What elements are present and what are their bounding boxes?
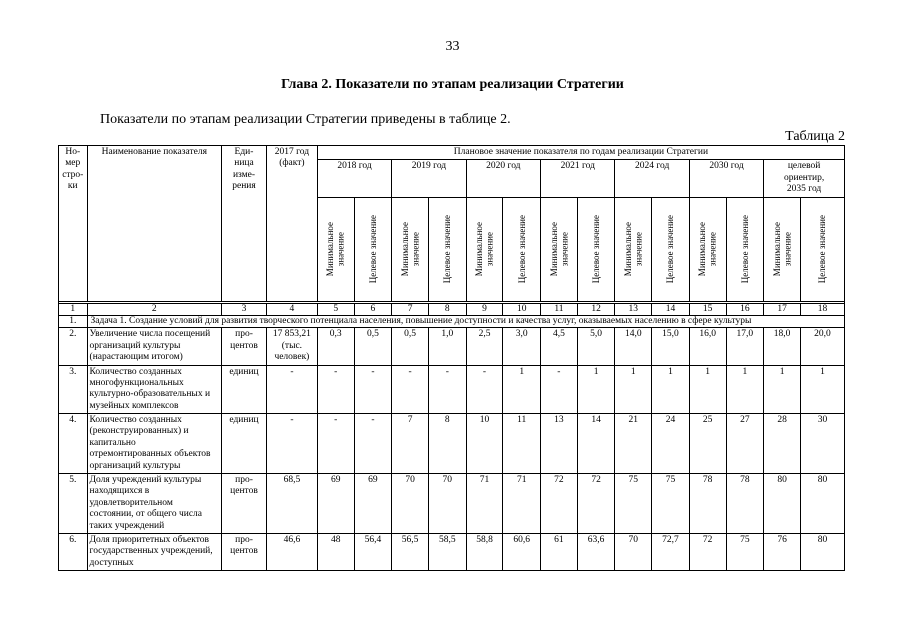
plan-value: 56,5 [392, 533, 429, 570]
unit-cell: про- центов [222, 533, 267, 570]
column-number: 5 [317, 303, 354, 315]
column-number: 4 [266, 303, 317, 315]
header-min-value: Минимальное значение [541, 197, 578, 301]
table-row [59, 414, 845, 474]
plan-value: 70 [428, 474, 466, 534]
header-target-value: Целевое значение [354, 197, 392, 301]
plan-value: 10 [466, 414, 503, 474]
plan-value: 14 [577, 414, 615, 474]
column-number: 8 [428, 303, 466, 315]
plan-value: 1 [503, 365, 541, 414]
row-number: 5. [59, 474, 88, 534]
plan-value: - [354, 414, 392, 474]
plan-value: 80 [764, 474, 801, 534]
row-number: 6. [59, 533, 88, 570]
plan-value: 76 [764, 533, 801, 570]
plan-value: - [541, 365, 578, 414]
plan-value: - [354, 365, 392, 414]
plan-value: 21 [615, 414, 652, 474]
plan-value: 3,0 [503, 328, 541, 365]
plan-value: 72 [689, 533, 726, 570]
task-row-number: 1. [59, 315, 88, 327]
plan-value: 75 [652, 474, 690, 534]
unit-cell: про- центов [222, 328, 267, 365]
plan-value: 69 [317, 474, 354, 534]
column-number: 18 [800, 303, 844, 315]
header-row-number: Но- мер стро- ки [59, 146, 88, 302]
plan-value: - [392, 365, 429, 414]
plan-value: 71 [466, 474, 503, 534]
plan-value: 69 [354, 474, 392, 534]
plan-value: 1 [726, 365, 764, 414]
task-text: Задача 1. Создание условий для развития творческого потенциала населения, повышение доступности и качества услуг, оказываемых населению в сфере культуры [87, 315, 844, 327]
header-target-value: Целевое значение [652, 197, 690, 301]
column-number: 3 [222, 303, 267, 315]
plan-value: 72,7 [652, 533, 690, 570]
plan-value: 72 [541, 474, 578, 534]
plan-value: 17,0 [726, 328, 764, 365]
plan-value: 11 [503, 414, 541, 474]
plan-value: 4,5 [541, 328, 578, 365]
plan-value: 1,0 [428, 328, 466, 365]
column-number: 13 [615, 303, 652, 315]
column-number: 17 [764, 303, 801, 315]
plan-value: 75 [726, 533, 764, 570]
row-number: 3. [59, 365, 88, 414]
plan-value: 70 [392, 474, 429, 534]
indicator-name: Количество созданных многофункциональных культурно-образовательных и музейных комплексов [87, 365, 222, 414]
plan-value: 78 [689, 474, 726, 534]
fact-value: 68,5 [266, 474, 317, 534]
table-caption: Таблица 2 [785, 129, 845, 144]
indicators-table [58, 145, 845, 571]
plan-value: 78 [726, 474, 764, 534]
plan-value: - [466, 365, 503, 414]
plan-value: 80 [800, 533, 844, 570]
header-min-value: Минимальное значение [392, 197, 429, 301]
plan-value: 75 [615, 474, 652, 534]
fact-value: - [266, 414, 317, 474]
column-number: 15 [689, 303, 726, 315]
header-fact-2017: 2017 год (факт) [266, 146, 317, 302]
intro-paragraph: Показатели по этапам реализации Стратегии приведены в таблице 2. [100, 112, 511, 127]
row-number: 4. [59, 414, 88, 474]
column-number: 1 [59, 303, 88, 315]
plan-value: 1 [800, 365, 844, 414]
plan-value: 27 [726, 414, 764, 474]
unit-cell: единиц [222, 365, 267, 414]
row-number: 2. [59, 328, 88, 365]
header-unit: Еди- ница изме- рения [222, 146, 267, 302]
indicator-name: Количество созданных (реконструированных) и капитально отремонтированных объектов организаций культуры [87, 414, 222, 474]
header-planned-values: Плановое значение показателя по годам реализации Стратегии [317, 146, 844, 160]
plan-value: 71 [503, 474, 541, 534]
plan-value: 7 [392, 414, 429, 474]
plan-value: 28 [764, 414, 801, 474]
plan-value: 20,0 [800, 328, 844, 365]
column-number: 11 [541, 303, 578, 315]
column-number: 7 [392, 303, 429, 315]
plan-value: 72 [577, 474, 615, 534]
header-year: 2018 год [317, 160, 391, 197]
plan-value: 15,0 [652, 328, 690, 365]
plan-value: 18,0 [764, 328, 801, 365]
plan-value: 58,8 [466, 533, 503, 570]
table-row [59, 365, 845, 414]
fact-value: - [266, 365, 317, 414]
column-numbers-row [59, 303, 845, 315]
header-min-value: Минимальное значение [466, 197, 503, 301]
column-number: 10 [503, 303, 541, 315]
plan-value: 1 [689, 365, 726, 414]
plan-value: 0,3 [317, 328, 354, 365]
plan-value: 58,5 [428, 533, 466, 570]
plan-value: - [317, 414, 354, 474]
header-target-value: Целевое значение [577, 197, 615, 301]
plan-value: 1 [764, 365, 801, 414]
table-row [59, 474, 845, 534]
table-row [59, 328, 845, 365]
header-year: 2019 год [392, 160, 466, 197]
unit-cell: про- центов [222, 474, 267, 534]
header-min-value: Минимальное значение [615, 197, 652, 301]
column-number: 9 [466, 303, 503, 315]
plan-value: 14,0 [615, 328, 652, 365]
plan-value: 5,0 [577, 328, 615, 365]
plan-value: 48 [317, 533, 354, 570]
plan-value: - [317, 365, 354, 414]
unit-cell: единиц [222, 414, 267, 474]
plan-value: 1 [615, 365, 652, 414]
column-number: 6 [354, 303, 392, 315]
column-number: 2 [87, 303, 222, 315]
indicator-name: Доля учреждений культуры находящихся в удовлетворительном состоянии, от общего числа таких учреждений [87, 474, 222, 534]
plan-value: 56,4 [354, 533, 392, 570]
task-row [59, 315, 845, 327]
table-row [59, 533, 845, 570]
header-indicator-name: Наименование показателя [87, 146, 222, 302]
plan-value: 0,5 [392, 328, 429, 365]
header-min-value: Минимальное значение [764, 197, 801, 301]
plan-value: 16,0 [689, 328, 726, 365]
header-year: 2024 год [615, 160, 689, 197]
header-min-value: Минимальное значение [317, 197, 354, 301]
plan-value: 13 [541, 414, 578, 474]
plan-value: 8 [428, 414, 466, 474]
column-number: 14 [652, 303, 690, 315]
plan-value: 24 [652, 414, 690, 474]
fact-value: 46,6 [266, 533, 317, 570]
plan-value: 1 [652, 365, 690, 414]
header-target-value: Целевое значение [800, 197, 844, 301]
indicator-name: Доля приоритетных объектов государственных учреждений, доступных [87, 533, 222, 570]
chapter-title: Глава 2. Показатели по этапам реализации Стратегии [281, 77, 624, 92]
indicator-name: Увеличение числа посещений организаций культуры (нарастающим итогом) [87, 328, 222, 365]
plan-value: 0,5 [354, 328, 392, 365]
column-number: 12 [577, 303, 615, 315]
header-year: целевой ориентир, 2035 год [764, 160, 845, 197]
header-year: 2021 год [541, 160, 615, 197]
plan-value: 25 [689, 414, 726, 474]
plan-value: 30 [800, 414, 844, 474]
plan-value: 63,6 [577, 533, 615, 570]
header-target-value: Целевое значение [503, 197, 541, 301]
header-target-value: Целевое значение [428, 197, 466, 301]
plan-value: 2,5 [466, 328, 503, 365]
header-target-value: Целевое значение [726, 197, 764, 301]
plan-value: 60,6 [503, 533, 541, 570]
page-number: 33 [445, 39, 460, 54]
header-min-value: Минимальное значение [689, 197, 726, 301]
header-year: 2020 год [466, 160, 540, 197]
column-number: 16 [726, 303, 764, 315]
plan-value: - [428, 365, 466, 414]
plan-value: 80 [800, 474, 844, 534]
header-year: 2030 год [689, 160, 763, 197]
fact-value: 17 853,21 (тыс. человек) [266, 328, 317, 365]
plan-value: 61 [541, 533, 578, 570]
plan-value: 70 [615, 533, 652, 570]
plan-value: 1 [577, 365, 615, 414]
